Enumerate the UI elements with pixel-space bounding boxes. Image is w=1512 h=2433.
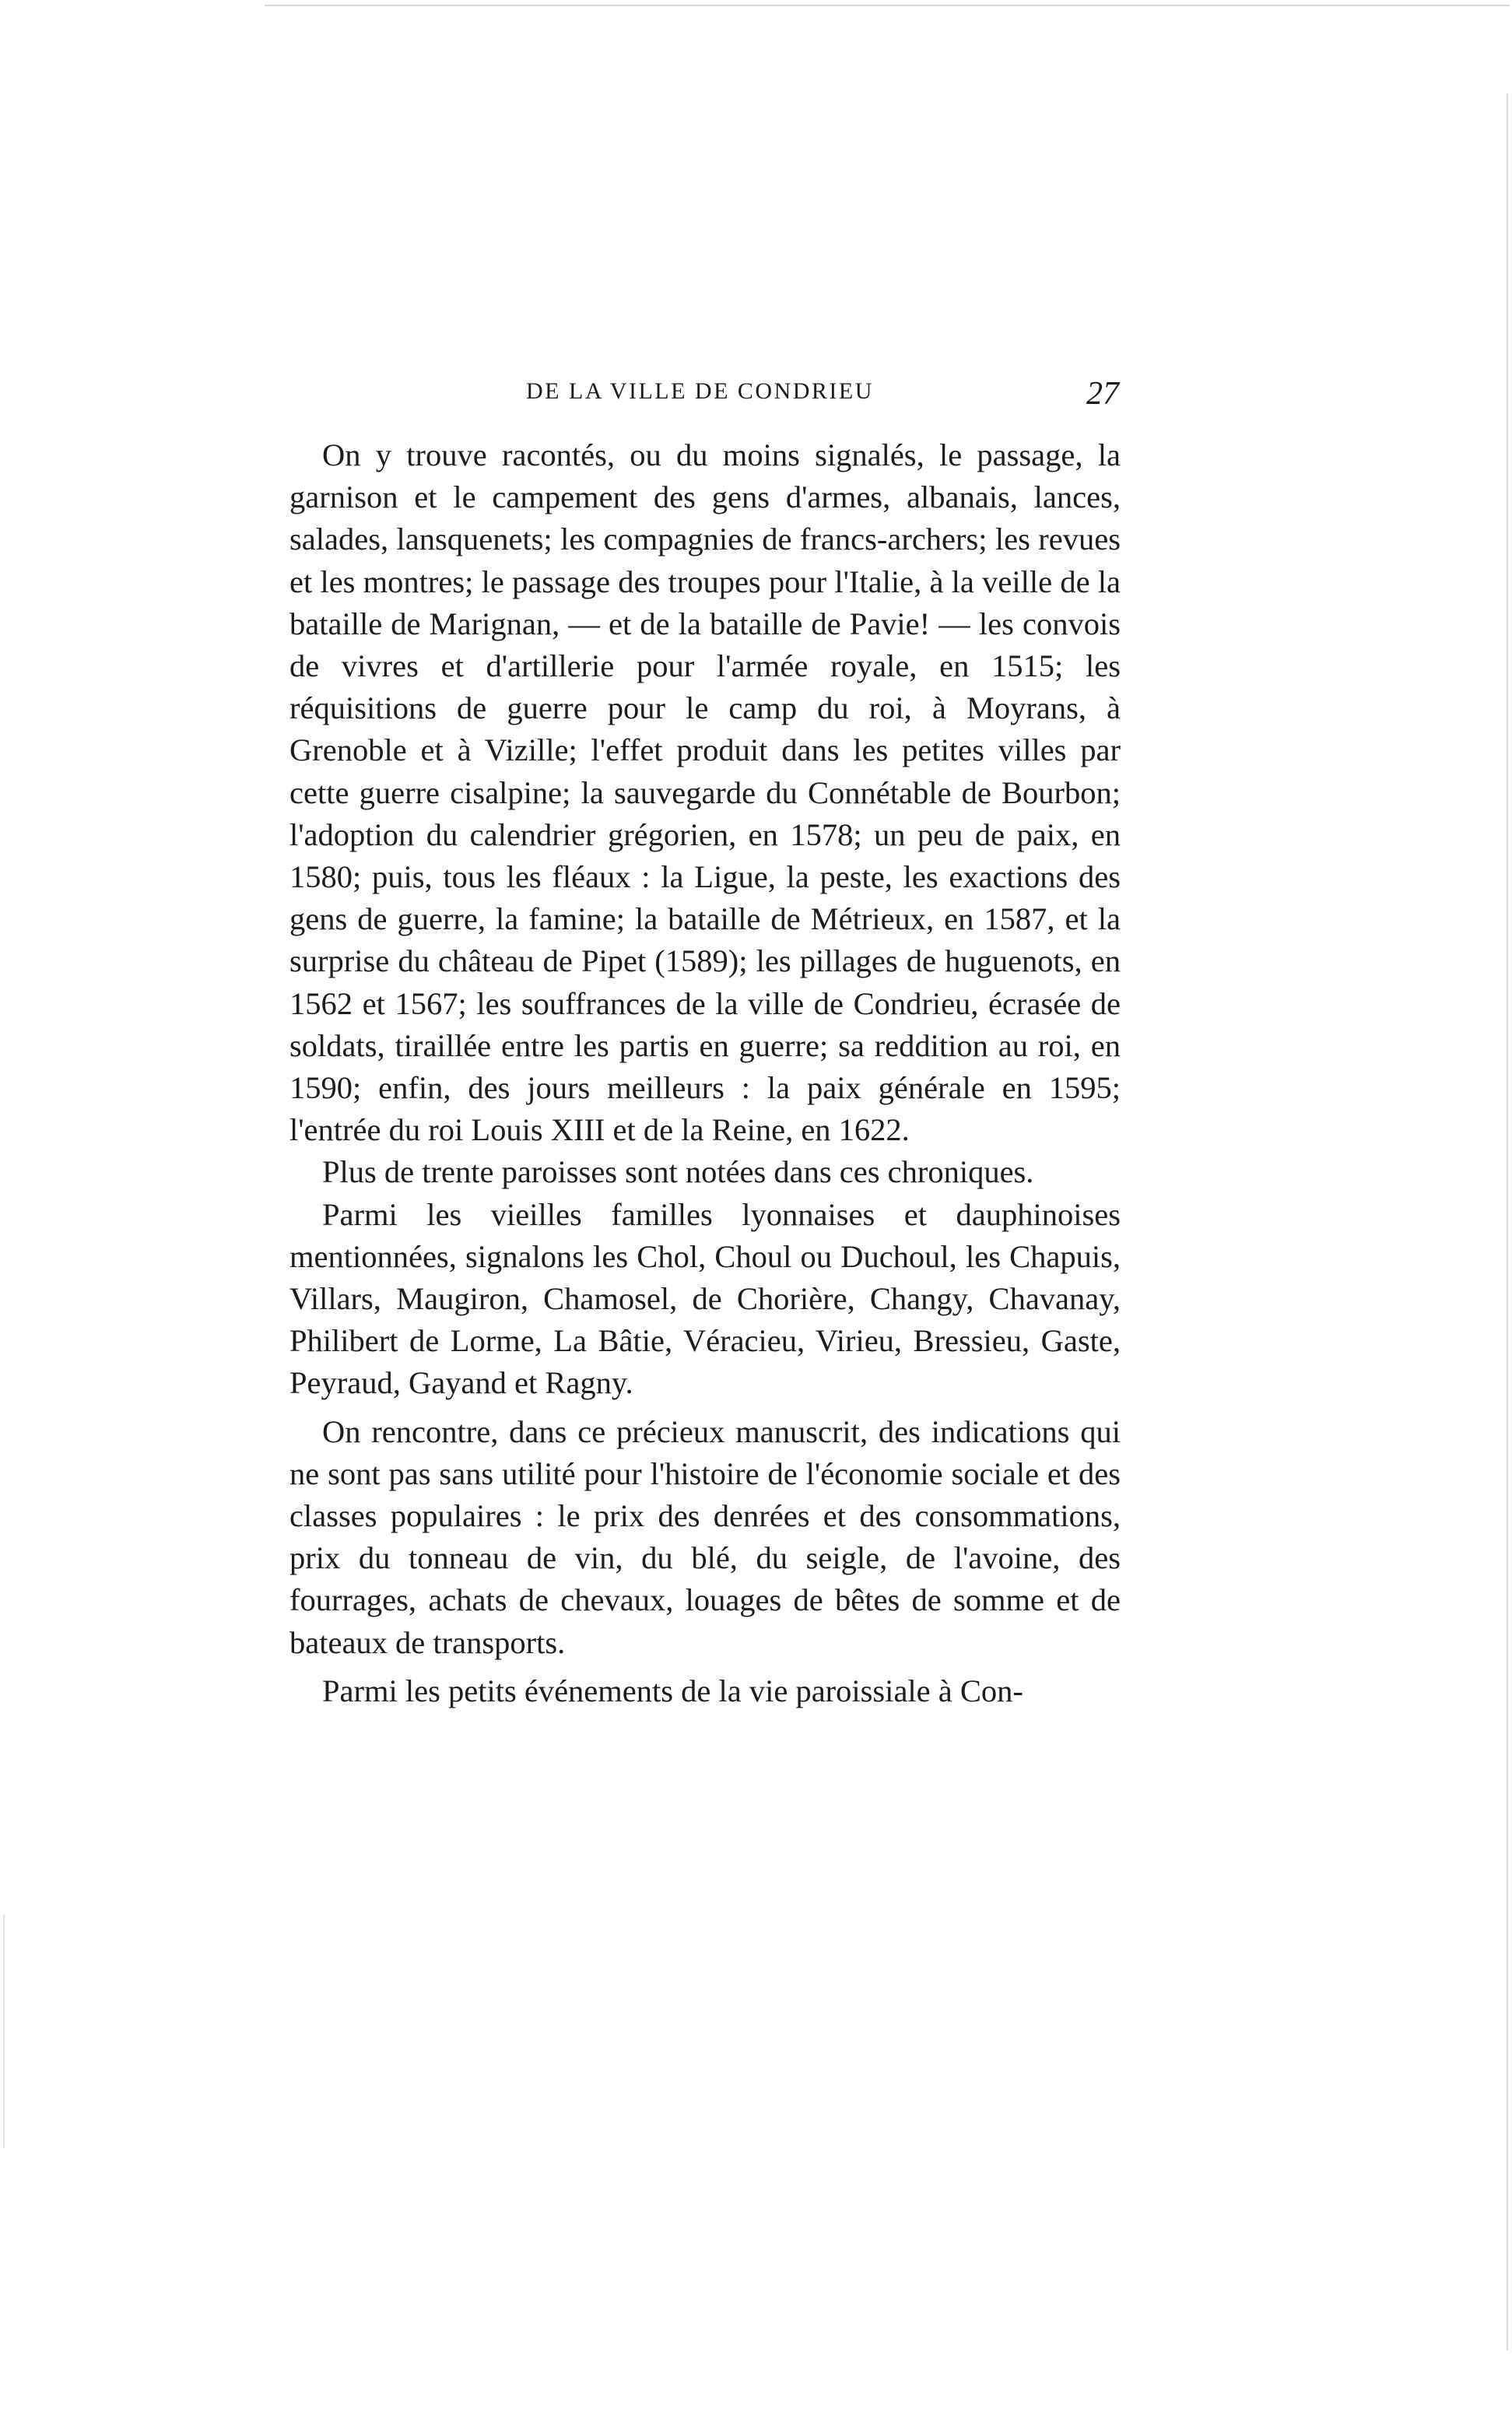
scan-edge-right: [1507, 93, 1508, 2350]
body-text: [289, 434, 1121, 1712]
running-head: DE LA VILLE DE CONDRIEU: [526, 378, 874, 404]
scan-edge-top: [265, 5, 1510, 6]
paragraph-parishes: Plus de trente paroisses sont notées dans ces chroniques.: [322, 1154, 1034, 1190]
paragraph-parish-life: Parmi les petits événements de la vie paroissiale à Con-: [322, 1673, 1023, 1708]
paragraph-families: Parmi les vieilles familles lyonnaises et dauphinoises mentionnées, signalons les Chol, Choul ou Duchoul, les Chapuis, Villars, Maugiron, Chamosel, de Chorière, Changy, Chavanay, Philibert de Lorme, La Bâtie, Véracieu, Virieu, Bressieu, Gaste, Peyraud, Gayand et Ragny.: [289, 1196, 1121, 1401]
paragraph-economy: On rencontre, dans ce précieux manuscrit, des indications qui ne sont pas sans utilité pour l'histoire de l'économie sociale et des classes populaires : le prix des denrées et des consommations, prix du tonneau de vin, du blé, du seigle, de l'avoine, des fourrages, achats de chevaux, louages de bêtes de somme et de bateaux de transports.: [289, 1413, 1121, 1660]
scan-edge-left: [3, 1915, 5, 2148]
paragraph-chronicle-events: On y trouve racontés, ou du moins signalés, le passage, la garnison et le campement des gens d'armes, albanais, lances, salades, lansquenets; les compagnies de francs-archers; les revues et les montres; le passage des troupes pour l'Italie, à la veille de la bataille de Marignan, — et de la bataille de Pavie! — les convois de vivres et d'artillerie pour l'armée royale, en 1515; les réquisitions de guerre pour le camp du roi, à Moyrans, à Grenoble et à Vizille; l'effet produit dans les petites villes par cette guerre cisalpine; la sauvegarde du Connétable de Bourbon; l'adoption du calendrier grégorien, en 1578; un peu de paix, en 1580; puis, tous les fléaux : la Ligue, la peste, les exactions des gens de guerre, la famine; la bataille de Métrieux, en 1587, et la surprise du château de Pipet (1589); les pillages de huguenots, en 1562 et 1567; les souffrances de la ville de Condrieu, écrasée de soldats, tiraillée entre les partis en guerre; sa reddition au roi, en 1590; enfin, des jours meilleurs : la paix générale en 1595; l'entrée du roi Louis XIII et de la Reine, en 1622.: [289, 437, 1121, 1148]
page-number: 27: [1086, 376, 1119, 412]
